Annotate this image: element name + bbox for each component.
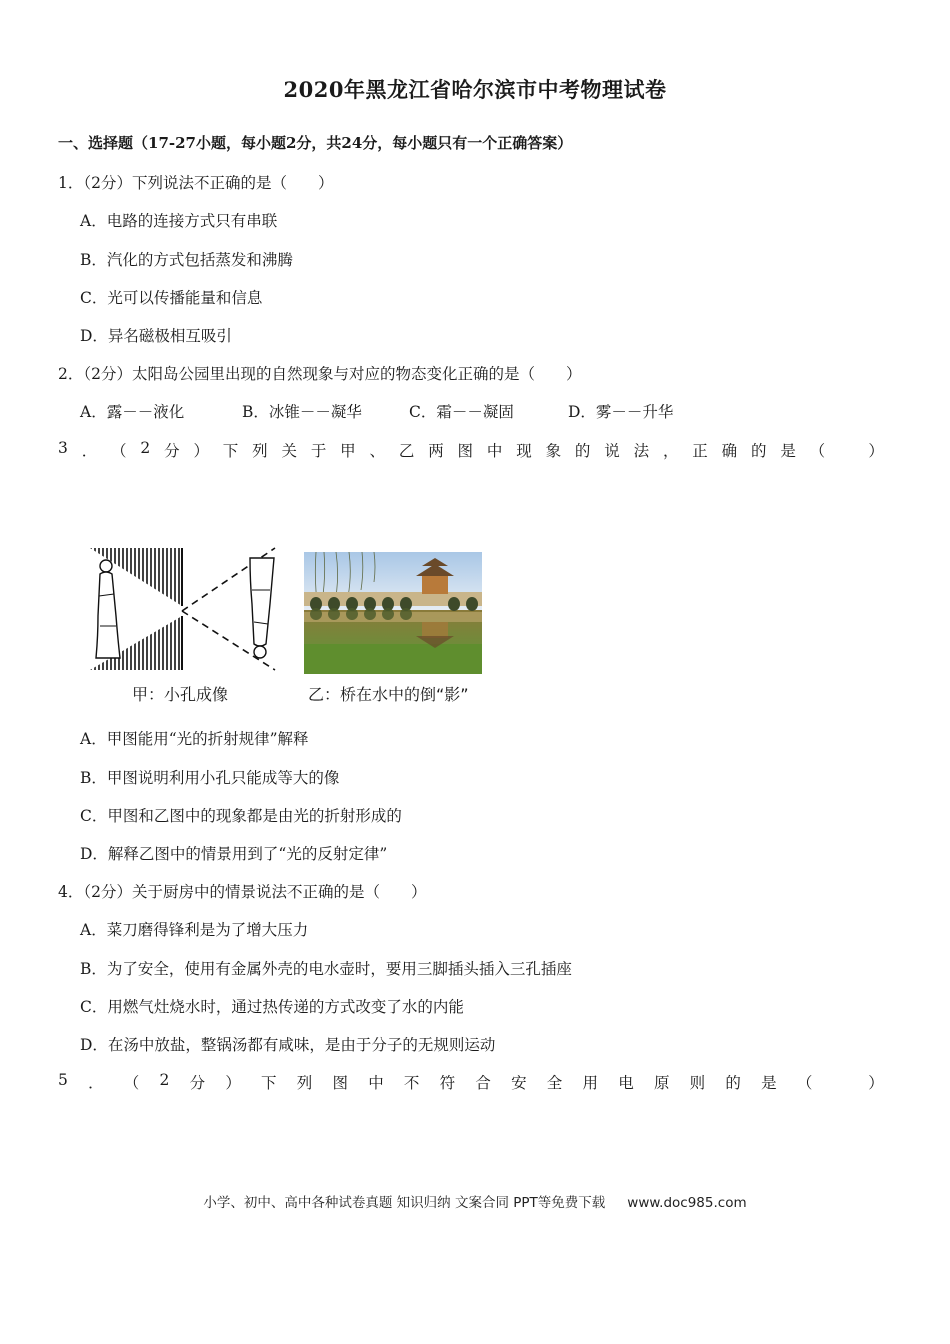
stem-char: ） [193,442,209,460]
stem-char: 不 [403,1074,420,1092]
stem-char [833,1071,849,1093]
stem-char: 中 [368,1074,384,1092]
stem-char: 合 [475,1074,491,1092]
stem-char: 于 [310,442,327,460]
question-2-stem: 2．（2分）太阳岛公园里出现的自然现象与对应的物态变化正确的是（ ） [58,365,582,383]
question-1-option-c: C．光可以传播能量和信息 [80,289,263,307]
question-4-stem: 4．（2分）关于厨房中的情景说法不正确的是（ ） [58,883,427,901]
pinhole-imaging-figure [90,546,290,676]
question-2-option-d: D．雾－－升华 [568,403,674,421]
stem-char: 2 [159,1071,170,1089]
stem-char: 乙 [398,442,415,460]
stem-char: ） [868,442,884,460]
stem-char: ） [225,1074,241,1092]
question-3-figure [90,546,490,706]
question-5-stem [58,1071,884,1093]
stem-char: 的 [750,442,767,460]
stem-char: 关 [281,442,297,460]
stem-char: 图 [457,442,474,460]
stem-char: ， [662,442,679,460]
stem-char: （ [809,442,826,460]
stem-char: 图 [332,1074,348,1092]
stem-char: 两 [428,442,444,460]
stem-char: 是 [780,442,796,460]
figure-caption-yi: 乙：桥在水中的倒“影” [308,685,469,704]
question-3-option-a: A．甲图能用“光的折射规律”解释 [80,730,309,748]
stem-char: 、 [369,442,386,460]
question-3-option-b: B．甲图说明利用小孔只能成等大的像 [80,769,340,787]
stem-char: 2 [140,439,151,457]
question-2-option-a: A．露－－液化 [80,403,185,421]
stem-char: ） [868,1074,884,1092]
stem-char: 正 [692,442,708,460]
stem-char: （ [123,1074,140,1092]
stem-char: ． [81,442,98,460]
stem-char: ． [88,1074,104,1092]
stem-char: 下 [222,442,239,460]
stem-char: 确 [721,442,738,460]
footer-url[interactable]: www.doc985.com [627,1195,747,1211]
footer-text: 小学、初中、高中各种试卷真题 知识归纳 文案合同 PPT等免费下载 [203,1195,606,1211]
stem-char: （ [111,442,127,460]
question-4-option-a: A．菜刀磨得锋利是为了增大压力 [80,921,309,939]
stem-char: 下 [261,1074,277,1092]
stem-char: 5 [58,1071,68,1089]
stem-char: 的 [574,442,591,460]
question-3-option-d: D．解释乙图中的情景用到了“光的反射定律” [80,845,388,863]
page-title: 2020年黑龙江省哈尔滨市中考物理试卷 [283,77,667,102]
stem-char: 用 [582,1074,599,1092]
bridge-reflection-photo [304,552,482,674]
stem-char: 的 [725,1074,741,1092]
stem-char: 则 [689,1074,706,1092]
question-4-option-c: C．用燃气灶烧水时，通过热传递的方式改变了水的内能 [80,998,464,1016]
stem-char: 中 [486,442,503,460]
stem-char [839,439,855,461]
question-4-option-d: D．在汤中放盐，整锅汤都有咸味，是由于分子的无规则运动 [80,1036,496,1054]
question-1-stem: 1．（2分）下列说法不正确的是（ ） [58,174,334,192]
stem-char: 法 [633,442,650,460]
stem-char: 是 [761,1074,777,1092]
question-1-option-b: B．汽化的方式包括蒸发和沸腾 [80,251,293,269]
stem-char: 电 [618,1074,634,1092]
stem-char: （ [796,1074,813,1092]
stem-char: 现 [516,442,532,460]
question-4-option-b: B．为了安全，使用有金属外壳的电水壶时，要用三脚插头插入三孔插座 [80,960,572,978]
stem-char: 象 [545,442,562,460]
stem-char: 列 [296,1074,313,1092]
question-3-option-c: C．甲图和乙图中的现象都是由光的折射形成的 [80,807,402,825]
section-heading: 一、选择题（17-27小题，每小题2分，共24分，每小题只有一个正确答案） [58,134,573,152]
stem-char: 全 [546,1074,563,1092]
question-1-option-d: D．异名磁极相互吸引 [80,327,232,345]
question-1-option-a: A．电路的连接方式只有串联 [80,212,278,230]
stem-char: 分 [189,1074,206,1092]
question-2-option-b: B．冰锥－－凝华 [242,403,362,421]
question-3-stem [58,439,884,461]
stem-char: 甲 [340,442,356,460]
stem-char: 安 [511,1074,527,1092]
stem-char: 原 [653,1074,670,1092]
page-footer [0,1191,950,1211]
stem-char: 说 [604,442,620,460]
figure-caption-jia: 甲：小孔成像 [132,685,229,704]
stem-char: 分 [164,442,180,460]
stem-char: 符 [439,1074,456,1092]
stem-char: 3 [58,439,68,457]
question-2-option-c: C．霜－－凝固 [409,403,514,421]
stem-char: 列 [252,442,268,460]
